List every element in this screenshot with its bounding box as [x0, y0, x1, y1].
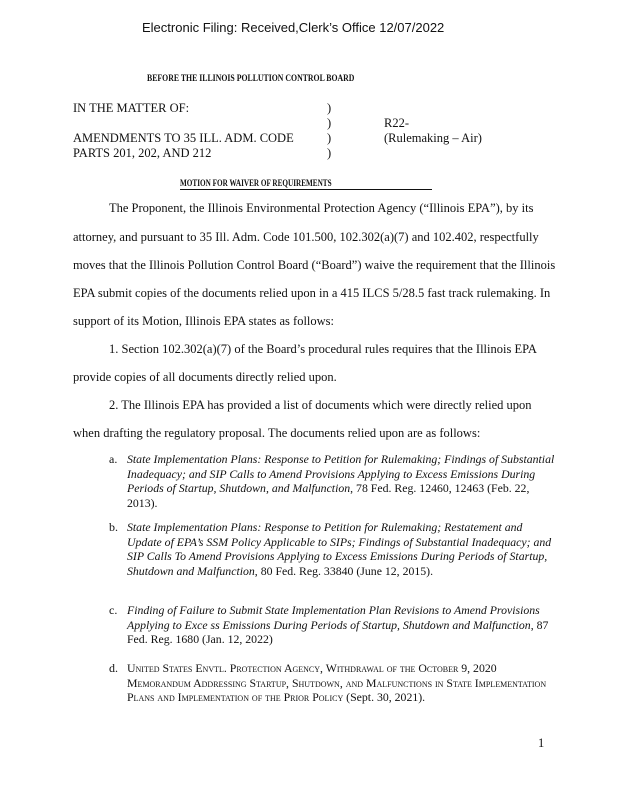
paragraph-line: 1. Section 102.302(a)(7) of the Board’s procedural rules requires that the Illinois EPA: [109, 342, 537, 356]
list-item-letter: c.: [109, 603, 118, 617]
caption-parts: PARTS 201, 202, AND 212: [73, 146, 212, 160]
list-item-letter: a.: [109, 452, 118, 466]
rulemaking-type: (Rulemaking – Air): [384, 131, 482, 145]
citation-reference: , 78 Fed. Reg. 12460, 12463 (Feb. 22, 2013).: [127, 481, 530, 510]
list-item: [127, 661, 557, 705]
paragraph-line: provide copies of all documents directly relied upon.: [73, 370, 337, 384]
paragraph-line: The Proponent, the Illinois Environmental Protection Agency (“Illinois EPA”), by its: [109, 201, 534, 215]
motion-title: MOTION FOR WAIVER OF REQUIREMENTS: [180, 178, 432, 190]
paragraph-line: attorney, and pursuant to 35 Ill. Adm. Code 101.500, 102.302(a)(7) and 102.402, respectfully: [73, 230, 539, 244]
caption-amendments: AMENDMENTS TO 35 ILL. ADM. CODE: [73, 131, 294, 145]
list-item: [127, 452, 557, 510]
list-item-letter: d.: [109, 661, 118, 675]
list-item: [127, 603, 557, 647]
caption-bracket: ): [327, 101, 332, 115]
caption-spacer: [73, 116, 294, 131]
caption-matter: IN THE MATTER OF:: [73, 101, 190, 115]
list-item-letter: b.: [109, 520, 118, 534]
paragraph-line: support of its Motion, Illinois EPA states as follows:: [73, 314, 335, 328]
citation-reference: , 87 Fed. Reg. 1680 (Jan. 12, 2022): [127, 617, 549, 646]
citation-title: State Implementation Plans: Response to Petition for Rulemaking; Restatement and Update of EPA’s SSM Policy Applicable to SIPs; Findings of Substantial Inadequacy; and SIP Calls To Amend Provisions Applying to Excess Emissions During Periods of Startup, Shutdown and Malfunction: [127, 520, 552, 578]
citation-reference: (Sept. 30, 2021).: [343, 690, 426, 704]
caption-brackets: [327, 101, 331, 161]
board-title: BEFORE THE ILLINOIS POLLUTION CONTROL BOARD: [147, 74, 355, 84]
paragraph-line: moves that the Illinois Pollution Control Board (“Board”) waive the requirement that the Illinois: [73, 258, 556, 272]
page-number: 1: [538, 736, 545, 750]
citation-title: United States Envtl. Protection Agency, Withdrawal of the October 9, 2020 Memorandum Addressing Startup, Shutdown, and Malfunctions in State Implementation Plans and Implementation of the Prior Policy: [127, 661, 547, 704]
caption-bracket: ): [327, 146, 332, 160]
caption-bracket: ): [327, 131, 332, 145]
docket-number: R22-: [384, 116, 409, 130]
caption-right: [384, 116, 482, 146]
caption-left: [73, 101, 294, 161]
citation-title: Finding of Failure to Submit State Implementation Plan Revisions to Amend Provisions Applying to Exce ss Emissions During Periods of Startup, Shutdown and Malfunction: [127, 603, 540, 632]
paragraph-line: EPA submit copies of the documents relied upon in a 415 ILCS 5/28.5 fast track rulemaking. In: [73, 286, 551, 300]
citation-reference: , 80 Fed. Reg. 33840 (June 12, 2015).: [254, 563, 434, 578]
paragraph-line: when drafting the regulatory proposal. The documents relied upon are as follows:: [73, 426, 481, 440]
list-item: [127, 520, 557, 578]
filing-stamp: Electronic Filing: Received,Clerk’s Office 12/07/2022: [142, 20, 445, 35]
citation-title: State Implementation Plans: Response to Petition for Rulemaking; Findings of Substantial Inadequacy; and SIP Calls to Amend Provisions Applying to Excess Emissions During Periods of Startup, Shutdown, and Malfunction: [127, 452, 555, 495]
paragraph-line: 2. The Illinois EPA has provided a list of documents which were directly relied upon: [109, 398, 532, 412]
caption-bracket: ): [327, 116, 332, 130]
